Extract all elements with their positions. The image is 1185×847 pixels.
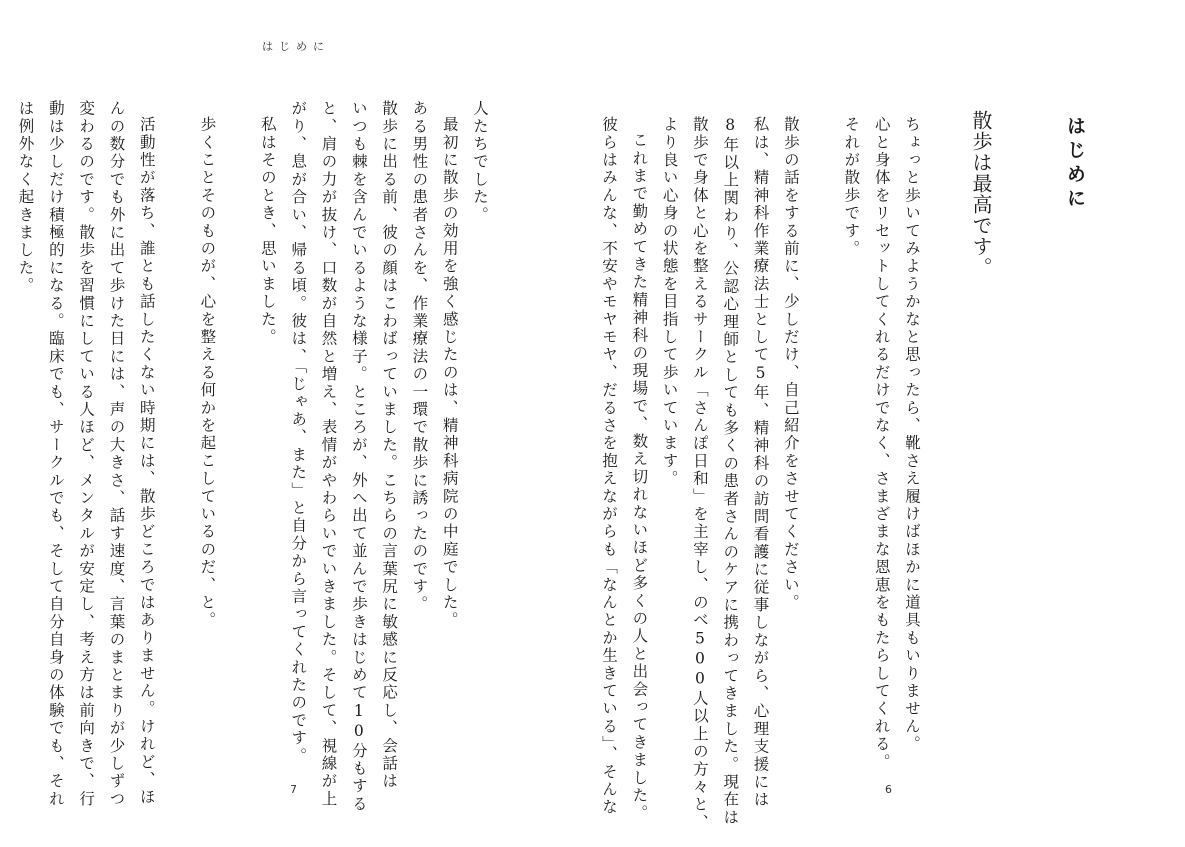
text-line: いつも棘を含んでいるような様子。ところが、外へ出て並んで歩きはじめて10分もする (349, 100, 368, 813)
page-number: 7 (290, 783, 297, 796)
text-line (222, 100, 252, 750)
text-line: がり、息が合い、帰る頃。彼は、「じゃあ、また」と自分から言ってくれたのです。 (289, 100, 308, 765)
text-line: と、肩の力が抜け、口数が自然と増え、表情がやわらいでいきました。そして、視線が上 (319, 100, 338, 808)
text-line: 散歩の話をする前に、少しだけ、自己紹介をさせてください。 (781, 116, 800, 612)
running-head: はじめに (262, 40, 330, 53)
text-line: ちょっと歩いてみようかなと思ったら、靴さえ履けばほかに道具もいりません。 (903, 116, 921, 754)
text-line: は例外なく起きました。 (16, 100, 35, 295)
left-page-body (10, 100, 495, 813)
text-line (806, 116, 836, 756)
text-line: 動は少しだけ積極的になる。臨床でも、サークルでも、そして自分自身の体験でも、それ (46, 100, 65, 808)
text-line (162, 100, 192, 750)
text-line: 彼らはみんな、不安やモヤモヤ、だるさを抱えながらも「なんとか生きている」、そんな (600, 116, 619, 817)
text-line: より良い心身の状態を目指して歩いています。 (660, 116, 679, 488)
page-number: 6 (885, 783, 892, 796)
text-line: 歩くことそのものが、心を整える何かを起こしているのだ、と。 (198, 115, 217, 629)
text-line: 活動性が落ち、誰とも話したくない時期には、散歩どころではありません。けれど、ほ (137, 115, 156, 806)
text-line: それが散歩です。 (842, 116, 861, 258)
text-line: んの数分でも外に出て歩けた日には、声の大きさ、話す速度、言葉のまとまりが少しずつ (107, 100, 126, 808)
right-page-body (594, 116, 927, 832)
text-line: ある男性の患者さんを、作業療法の一環で散歩に誘ったのです。 (410, 100, 429, 614)
text-line: 最初に散歩の効用を強く感じたのは、精神科病院の中庭でした。 (440, 115, 459, 629)
lede-sentence: 散歩は最高です。 (969, 110, 993, 278)
text-line: 私は、精神科作業療法士として5年、精神科の訪問看護に従事しながら、心理支援には (751, 116, 770, 809)
text-line: 変わるのです。散歩を習慣にしている人ほど、メンタルが安定し、考え方は前向きで、行 (77, 100, 96, 808)
chapter-title: はじめに (1064, 116, 1086, 212)
left-page (0, 0, 592, 847)
text-line: これまで勤めてきた精神科の現場で、数え切れないほど多くの人と出会ってきました。 (630, 131, 649, 822)
text-line: 人たちでした。 (471, 100, 489, 224)
text-line: 私はそのとき、思いました。 (258, 115, 277, 346)
text-line: 散歩に出る前、彼の顔はこわばっていました。こちらの言葉尻に敏感に反応し、会話は (380, 100, 399, 791)
text-line: 散歩で身体と心を整えるサークル「さんぽ日和」を主宰し、のべ500人以上の方々と、 (690, 116, 709, 832)
text-line: 心と身体をリセットしてくれるだけでなく、さまざまな恩恵をもたらしてくれる。 (872, 116, 891, 771)
right-page (592, 0, 1185, 847)
text-line: 8年以上関わり、公認心理師としても多くの患者さんのケアに携わってきました。現在は (721, 116, 740, 827)
